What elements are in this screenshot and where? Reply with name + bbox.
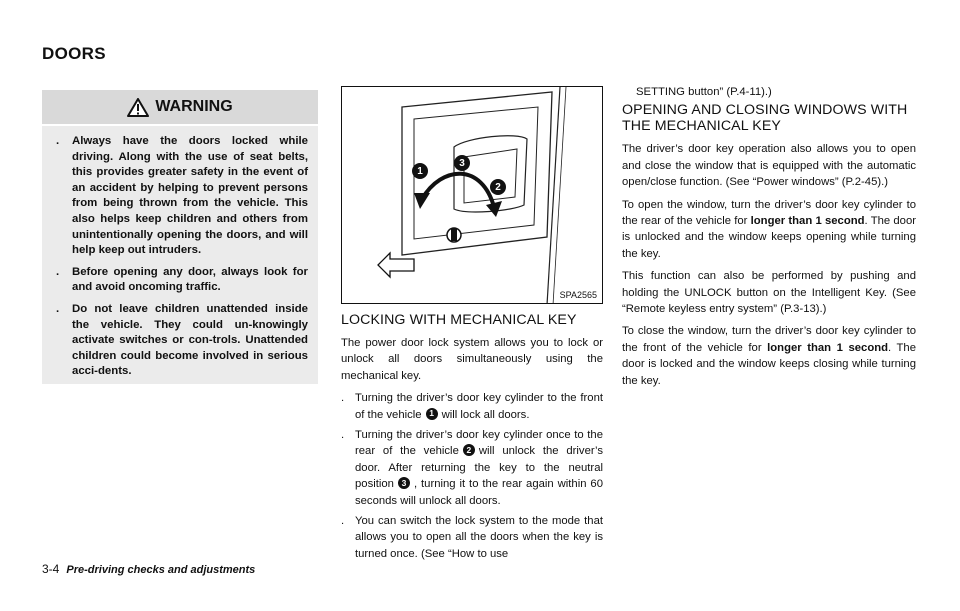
door-handle-drawing xyxy=(342,87,603,304)
callout-3: 3 xyxy=(454,155,470,171)
list-item: . Turning the driver’s door key cylinder to the front of the vehicle 1 will lock all doors. xyxy=(341,392,603,421)
warning-item: . Do not leave children unattended inside the vehicle. They could un-knowingly activate switches or con-trols. Unattended children could become involved in serious acci-dents. xyxy=(56,302,308,378)
callout-2: 2 xyxy=(490,179,506,195)
continued-text: SETTING button” (P.4-11).) xyxy=(636,86,772,98)
locking-section xyxy=(341,312,603,566)
windows-section xyxy=(622,84,916,395)
callout-1-inline: 1 xyxy=(426,408,438,420)
list-item: . Turning the driver’s door key cylinder once to the rear of the vehicle 2 will unlock the driver’s door. After returning the key to the neutral position 3 , turning it to the rear again within 60 seconds will unlock all doors. xyxy=(341,429,603,507)
figure-caption: SPA2565 xyxy=(559,290,597,300)
warning-body xyxy=(42,126,318,384)
list-item: . You can switch the lock system to the mode that allows you to open all the doors when the key is turned once. (See “How to use xyxy=(341,515,603,560)
locking-heading: LOCKING WITH MECHANICAL KEY xyxy=(341,312,577,328)
footer-title: Pre-driving checks and adjustments xyxy=(66,564,256,576)
warning-item: . Before opening any door, always look for and avoid oncoming traffic. xyxy=(56,265,308,294)
windows-paragraph: The driver’s door key operation also allows you to open and close the window that is equipped with the automatic open/close function. (See “Power windows” (P.2-45).) xyxy=(622,143,916,189)
warning-item: . Always have the doors locked while driving. Along with the use of seat belts, this provides greater safety in the event of an accident by helping to prevent persons from being thrown from the vehicle. This also helps keep children and others from unintentionally opening the doors, and will help keep out intruders. xyxy=(56,135,308,257)
door-key-illustration xyxy=(341,86,603,304)
windows-paragraph: To open the window, turn the driver’s door key cylinder to the rear of the vehicle for longer than 1 second. The door is unlocked and the window keeps opening while turning the key. xyxy=(622,198,916,260)
warning-icon xyxy=(127,98,149,117)
section-title: DOORS xyxy=(42,44,106,63)
page-number: 3-4 xyxy=(42,562,60,576)
warning-title: WARNING xyxy=(155,98,233,115)
windows-heading: OPENING AND CLOSING WINDOWS WITH THE MECHANICAL KEY xyxy=(622,102,908,135)
callout-2-inline: 2 xyxy=(463,444,475,456)
callout-3-inline: 3 xyxy=(398,477,410,489)
page-footer xyxy=(42,562,255,576)
warning-header xyxy=(42,90,318,124)
callout-1: 1 xyxy=(412,163,428,179)
windows-paragraph: This function can also be performed by pushing and holding the UNLOCK button on the Intelligent Key. (See “Remote keyless entry system” (P.3-13).) xyxy=(622,270,916,316)
locking-intro: The power door lock system allows you to lock or unlock all doors simultaneously using the mechanical key. xyxy=(341,337,603,382)
windows-paragraph: To close the window, turn the driver’s door key cylinder to the front of the vehicle for longer than 1 second. The door is locked and the window keeps closing while turning the key. xyxy=(622,325,916,387)
